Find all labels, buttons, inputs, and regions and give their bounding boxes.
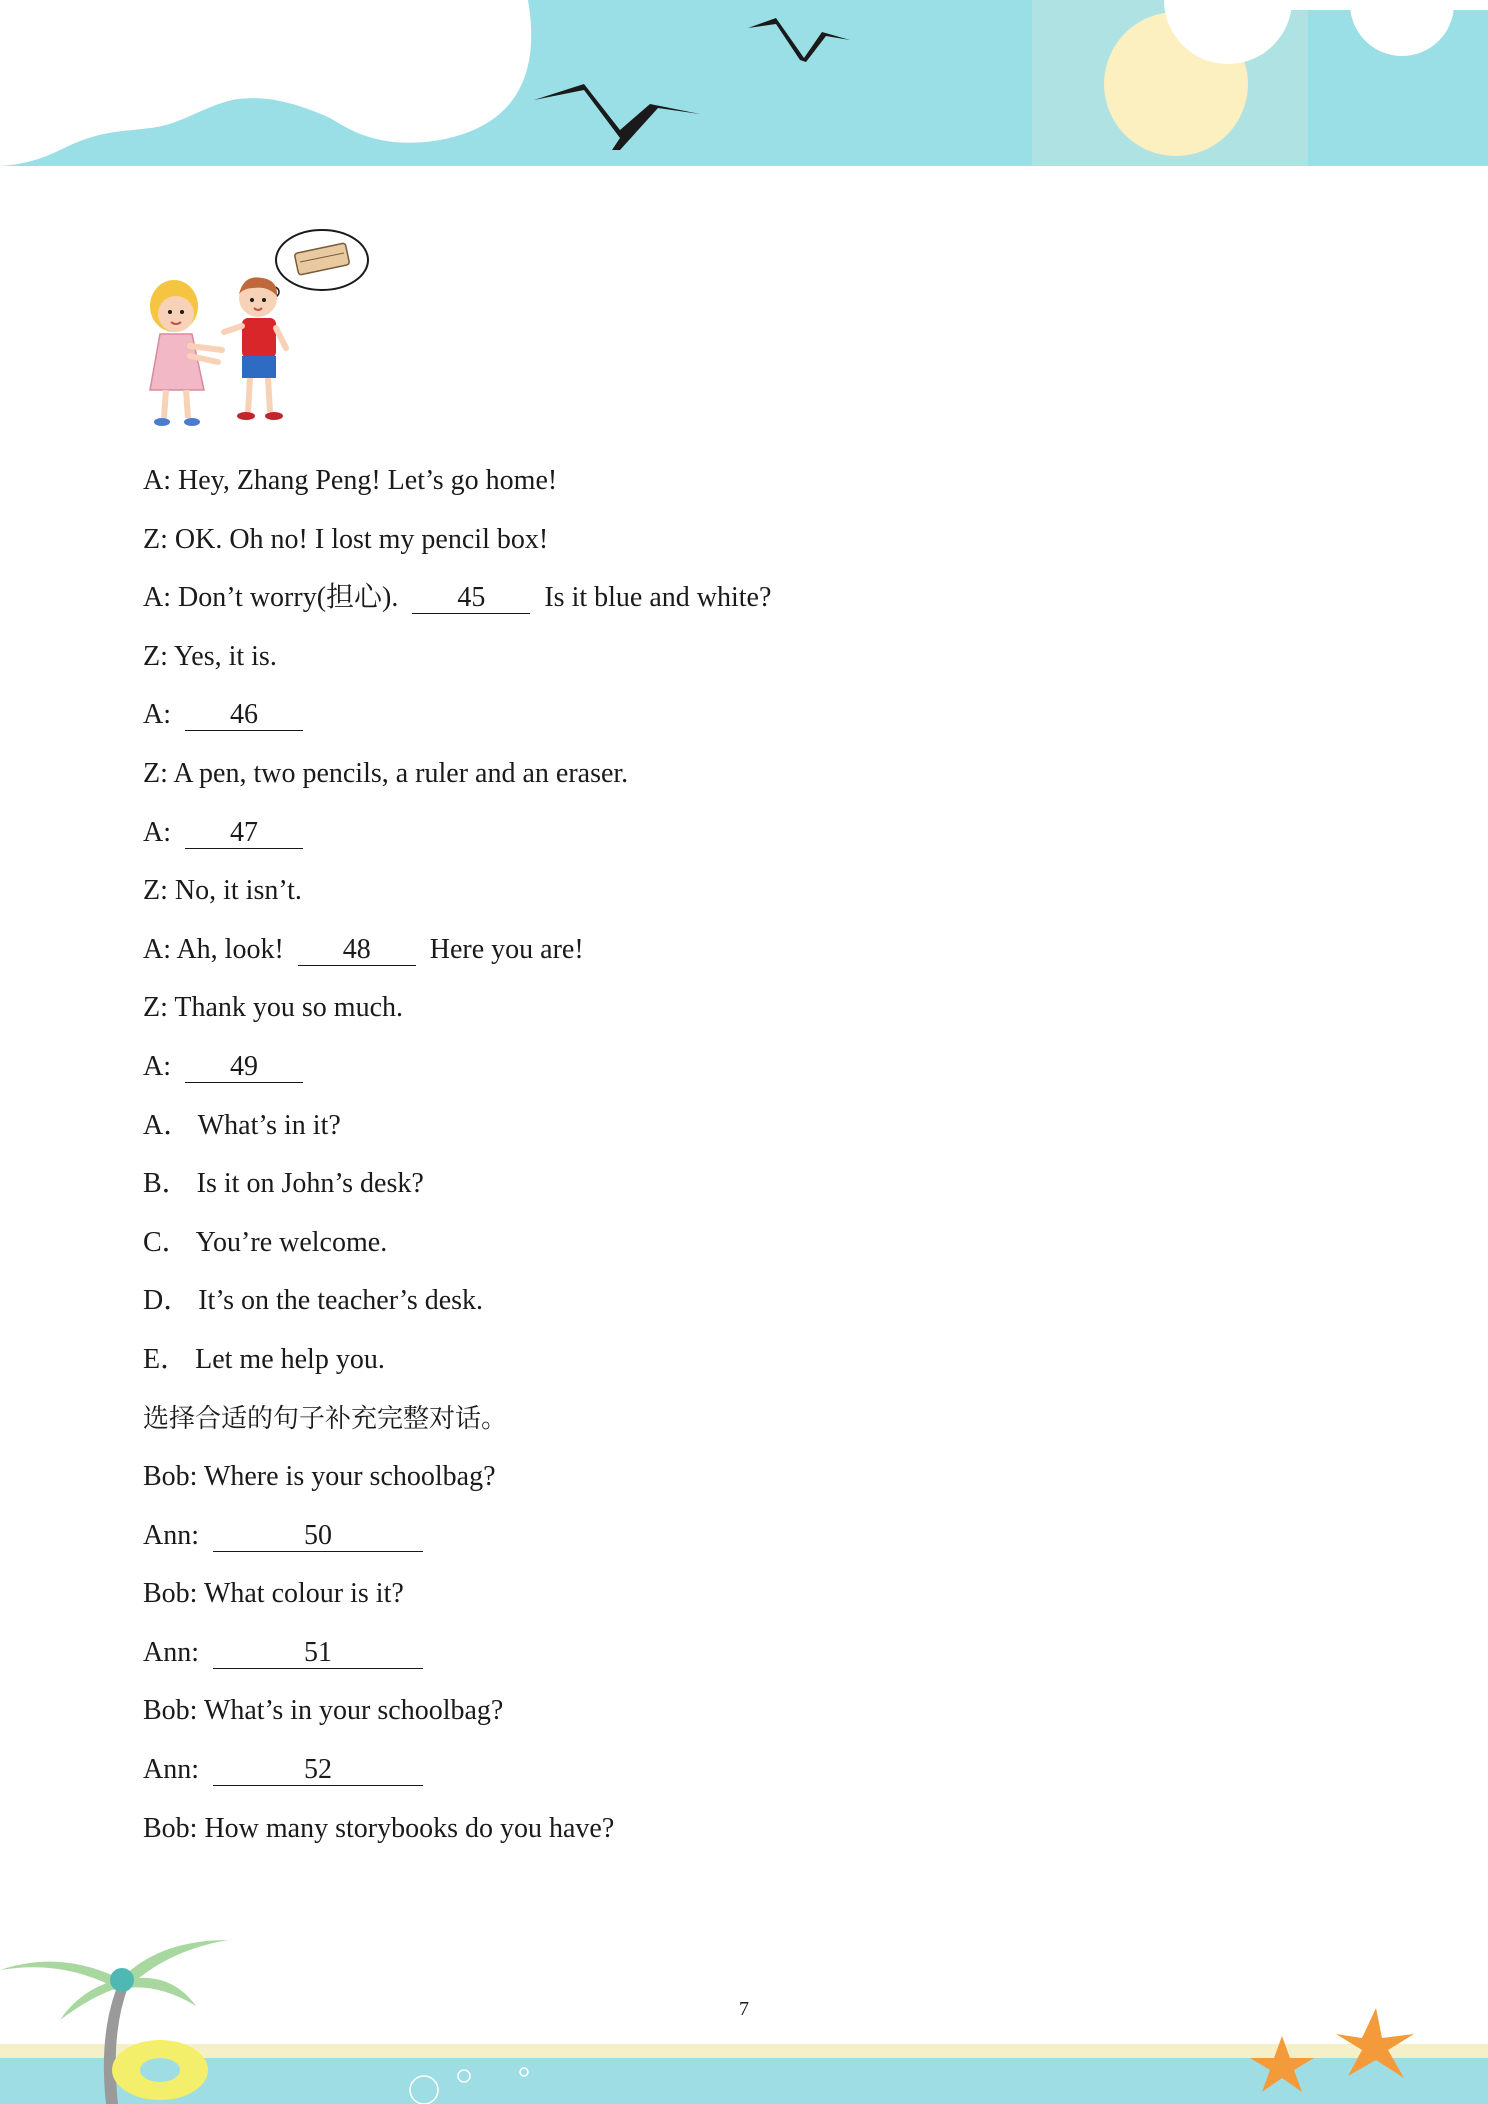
dialogue-line [143,1038,1343,1097]
answer-blank[interactable]: 52 [213,1755,423,1786]
line-text: A: Hey, Zhang Peng! Let’s go home! [143,465,558,496]
dialogue-line [143,862,1343,921]
dialog-two [143,1448,1343,1858]
line-text: Bob: How many storybooks do you have? [143,1812,615,1844]
page-number: 7 [739,1998,749,2020]
dialogue-line [143,1565,1343,1624]
line-text: A: Ah, look! [143,933,284,965]
line-text: Z: No, it isn’t. [143,875,302,907]
line-text: Ann: [143,1754,199,1786]
answer-blank[interactable]: 49 [185,1052,303,1083]
line-text: Ann: [143,1519,199,1551]
option-item: C． You’re welcome. [143,1226,388,1258]
dialogue-line [143,1448,1343,1507]
line-text: Z: OK. Oh no! I lost my pencil box! [143,523,549,555]
dialogue-line [143,745,1343,804]
option-item: E． Let me help you. [143,1343,385,1375]
dialogue-line [143,569,1343,628]
line-text-after: Is it blue and white? [544,582,772,614]
option-item: D． It’s on the teacher’s desk. [143,1285,484,1317]
answer-blank[interactable]: 47 [185,818,303,849]
worksheet-content [143,452,1343,1858]
answer-blank[interactable]: 46 [185,700,303,731]
line-text: Ann: [143,1636,199,1668]
dialogue-line [143,1741,1343,1800]
line-text: Bob: What colour is it? [143,1578,404,1610]
line-text: A: [143,816,171,848]
dialogue-line [143,1507,1343,1566]
instruction-text: 选择合适的句子补充完整对话。 [143,1403,508,1434]
answer-blank[interactable]: 48 [298,935,416,966]
line-text: Z: A pen, two pencils, a ruler and an eraser. [143,757,629,789]
answer-blank[interactable]: 50 [213,1521,423,1552]
line-text-after: Here you are! [429,933,584,965]
line-text: Z: Yes, it is. [143,640,277,672]
dialogue-line [143,804,1343,863]
line-text: Bob: What’s in your schoolbag? [143,1695,504,1727]
line-text: Bob: Where is your schoolbag? [143,1461,496,1493]
option-item: A． What’s in it? [143,1109,341,1141]
dialogue-line [143,686,1343,745]
answer-blank[interactable]: 45 [412,583,530,614]
answer-options [143,1097,1343,1390]
swim-ring-icon [112,2040,208,2100]
option-item: B． Is it on John’s desk? [143,1168,424,1200]
line-text: A: Don’t worry(担心). [143,582,399,614]
dialog-one [143,452,1343,1097]
line-text: A: [143,1050,171,1082]
dialogue-line [143,979,1343,1038]
dialogue-line [143,1800,1343,1859]
header-sky-banner [0,0,1488,166]
line-text: A: [143,699,171,731]
line-text: Z: Thank you so much. [143,992,404,1024]
dialogue-line [143,628,1343,687]
boy-figure [224,277,286,420]
dialogue-line [143,511,1343,570]
dialogue-line [143,452,1343,511]
children-illustration [136,222,376,434]
dialogue-line [143,1624,1343,1683]
dialogue-line [143,921,1343,980]
answer-blank[interactable]: 51 [213,1638,423,1669]
girl-figure [150,280,222,426]
dialogue-line [143,1682,1343,1741]
